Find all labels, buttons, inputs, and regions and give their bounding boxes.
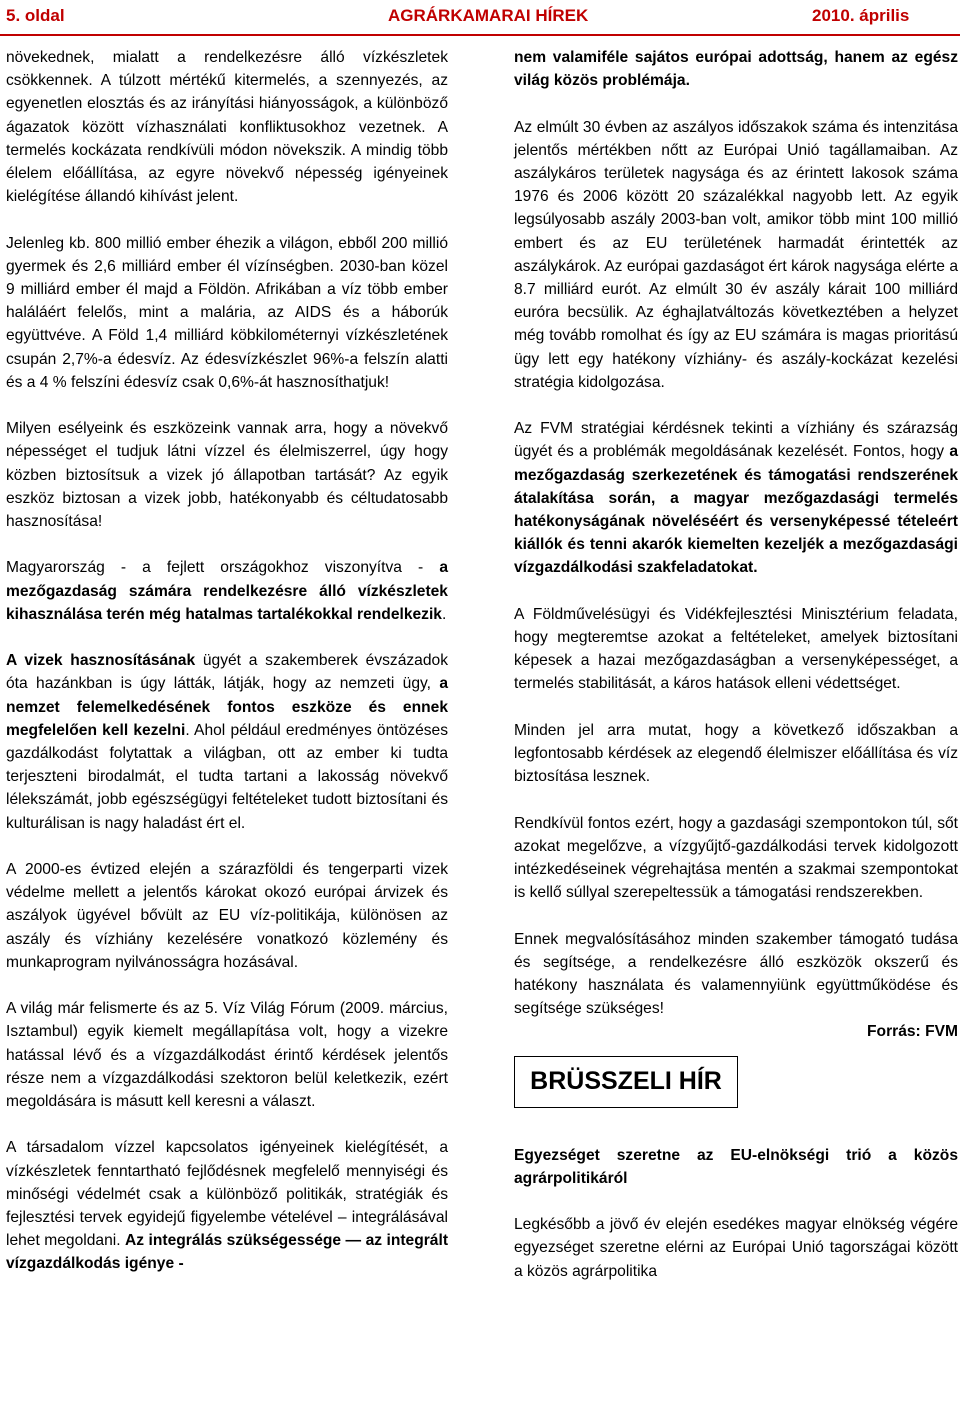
emphasis-text: a mezőgazdaság számára rendelkezésre álló vízkészletek kihasználása terén még hatalmas tartalékokkal rendelkezik (6, 559, 448, 623)
article-headline (514, 1144, 958, 1190)
text-run: Az FVM stratégiai kérdésnek tekinti a vízhiány és szárazság ügyét és a problémák megoldásának kezelését. Fontos, hogy (514, 420, 958, 461)
header-rule (0, 34, 960, 36)
news-section-box (514, 1056, 738, 1108)
publication-title: AGRÁRKAMARAI HÍREK (388, 6, 589, 25)
news-section-title: BRÜSSZELI HÍR (530, 1067, 722, 1096)
emphasis-text: nem valamiféle sajátos európai adottság, hanem az egész világ közös problémája. (514, 49, 958, 90)
emphasis-text: Egyezséget szeretne az EU-elnökségi trió a közös agrárpolitikáról (514, 1146, 958, 1187)
paragraph: Az elmúlt 30 évben az aszályos időszakok száma és intenzitása jelentős mértékben nőtt az Európai Unió tagállamaiban. Az aszálykáros területek nagysága és az érintett lakosok száma 1976 és 2006 között 20 százalékkal nagyobb lett. Az egyik legsúlyosabb aszály 2003-ban volt, amikor több mint 100 millió embert és az EU területének harmadát érintették az aszálykárok. Az európai gazdaságot ért károk nagysága elérte a 8.7 milliárd eurót. Az elmúlt 30 év aszály kárait 100 milliárd euróra becsülik. Az éghajlatváltozás következtében a helyzet még tovább romolhat és így az EU számára is magas prioritású ügy lett egy hatékony vízhiány- és aszály-kockázat kezelési stratégia kidolgozása. (514, 118, 958, 391)
paragraph: Legkésőbb a jövő év elején esedékes magyar elnökség végére egyezséget szeretne elérni az Európai Unió tagországai között a közös agrárpolitika (514, 1216, 958, 1280)
text-run: A társadalom vízzel kapcsolatos igényeinek kielégítését, a vízkészletek fenntartható fejlődésnek megfelelő mennyiségi és minőségi védelmét csak a különböző politikák, stratégiák és fejlesztési tervek egyidejű figyelembe vételével – integrálásával lehet megoldani. (6, 1139, 448, 1250)
paragraph: Minden jel arra mutat, hogy a következő időszakban a legfontosabb kérdések az elegendő élelmiszer előállítása és víz biztosítása lesznek. (514, 721, 958, 786)
paragraph (6, 649, 448, 835)
paragraph: A világ már felismerte és az 5. Víz Világ Fórum (2009. március, Isztambul) egyik kiemelt megállapítása volt, hogy a vizekre hatással lévő és a vízgazdálkodást érintő kérdések jelentős része nem a vízgazdálkodási szektoron belül keletkezik, ezért megoldására is másutt kell keresni a választ. (6, 1000, 448, 1111)
paragraph: Ennek megvalósításához minden szakember támogató tudása és segítsége, a rendelkezésre álló eszközök okszerű és hatékony használata és valamennyiünk együttműködése és segítsége szükséges! (514, 930, 958, 1018)
paragraph (6, 556, 448, 626)
right-column (514, 46, 958, 1283)
page-number: 5. oldal (6, 6, 65, 25)
text-run: ügyét a szakemberek évszázadok óta hazánkban is úgy látták, látják, hogy az nemzeti ügy, (6, 652, 448, 693)
paragraph: A Földművelésügyi és Vidékfejlesztési Minisztérium feladata, hogy megteremtse azokat a feltételeket, amelyek biztosítani képesek a hazai mezőgazdaságban a versenyképességet, a termelés stabilitását, a káros hatások elleni védettséget. (514, 605, 958, 693)
left-column (6, 46, 448, 1276)
emphasis-text: Az integrálás szükségessége — az integrált vízgazdálkodás igénye - (6, 1232, 449, 1273)
paragraph: Jelenleg kb. 800 millió ember éhezik a világon, ebből 200 millió gyermek és 2,6 milliárd ember él vízínségben. 2030-ban közel 9 milliárd ember él majd a Földön. Afrikában a víz több ember haláláért felelős, mint a malária, az AIDS és a háborúk együttvéve. A Föld 1,4 milliárd köbkilométernyi vízkészletének csupán 2,7%-a édesvíz. Az édesvízkészlet 96%-a felszín alatti és a 4 % felszíni édesvíz csak 0,6%-át hasznosíthatjuk! (6, 234, 448, 391)
text-run: Magyarország - a fejlett országokhoz viszonyítva - (6, 559, 440, 577)
paragraph (514, 417, 958, 579)
text-run: . (441, 605, 447, 623)
emphasis-text: A vizek hasznosításának (6, 652, 196, 670)
source-credit: Forrás: FVM (867, 1023, 958, 1041)
paragraph: növekednek, mialatt a rendelkezésre álló vízkészletek csökkennek. A túlzott mértékű kitermelés, a szennyezés, az egyenetlen elosztás és az irányítási hiányosságok, a különböző ágazatok között vízhasználati konfliktusokhoz vezetnek. A termelés kockázata rendkívüli módon növekszik. A mindig több élelem előállítása, az egyre növekvő népesség igényeinek kielégítése állandó kihívást jelent. (6, 49, 448, 206)
emphasis-text: a nemzet felemelkedésének fontos eszköze és ennek megfelelően kell kezelni (6, 675, 448, 739)
paragraph (514, 46, 958, 92)
page-header (0, 0, 960, 32)
text-run: . Ahol például eredményes öntözéses gazdálkodást folytattak a világban, ott az ember ki tudta terjeszteni birodalmát, el tudta tartani a lakosság növekvő lélekszámát, jobb egészségügyi feltételeket tudott biztosítani és kulturálisan is nagy haladást ért el. (6, 721, 449, 832)
issue-date: 2010. április (812, 6, 910, 25)
paragraph (6, 1136, 448, 1275)
paragraph: Milyen esélyeink és eszközeink vannak arra, hogy a növekvő népességet el tudjuk látni vízzel és élelmiszerrel, úgy hogy közben biztosítsuk a vizek jó állapotban tartását? Az egyik eszköz biztosan a vizek jobb, hatékonyabb és céltudatosabb hasznosítása! (6, 420, 448, 531)
paragraph: A 2000-es évtized elején a szárazföldi és tengerparti vizek védelme mellett a jelentős károkat okozó európai árvizek és aszályok ügyével bővült az EU víz-politikája, különösen az aszály és vízhiány kezelésére vonatkozó közlemény és munkaprogram nyilvánosságra hozásával. (6, 861, 448, 971)
paragraph: Rendkívül fontos ezért, hogy a gazdasági szempontokon túl, sőt azokat megelőzve, a vízgyűjtő-gazdálkodási tervek kidolgozott intézkedéseinek végrehajtása mentén a szakmai szempontokat is kellő súllyal szerepeltessük a támogatási rendszerekben. (514, 814, 958, 902)
emphasis-text: a mezőgazdaság szerkezetének és támogatási rendszerének átalakítása során, a magyar mezőgazdasági termelés hatékonyságának növeléséért és versenyképessé tételeért kiállók és tenni akarók kiemelten kezeljék a mezőgazdasági vízgazdálkodási szakfeladatokat. (514, 443, 958, 577)
